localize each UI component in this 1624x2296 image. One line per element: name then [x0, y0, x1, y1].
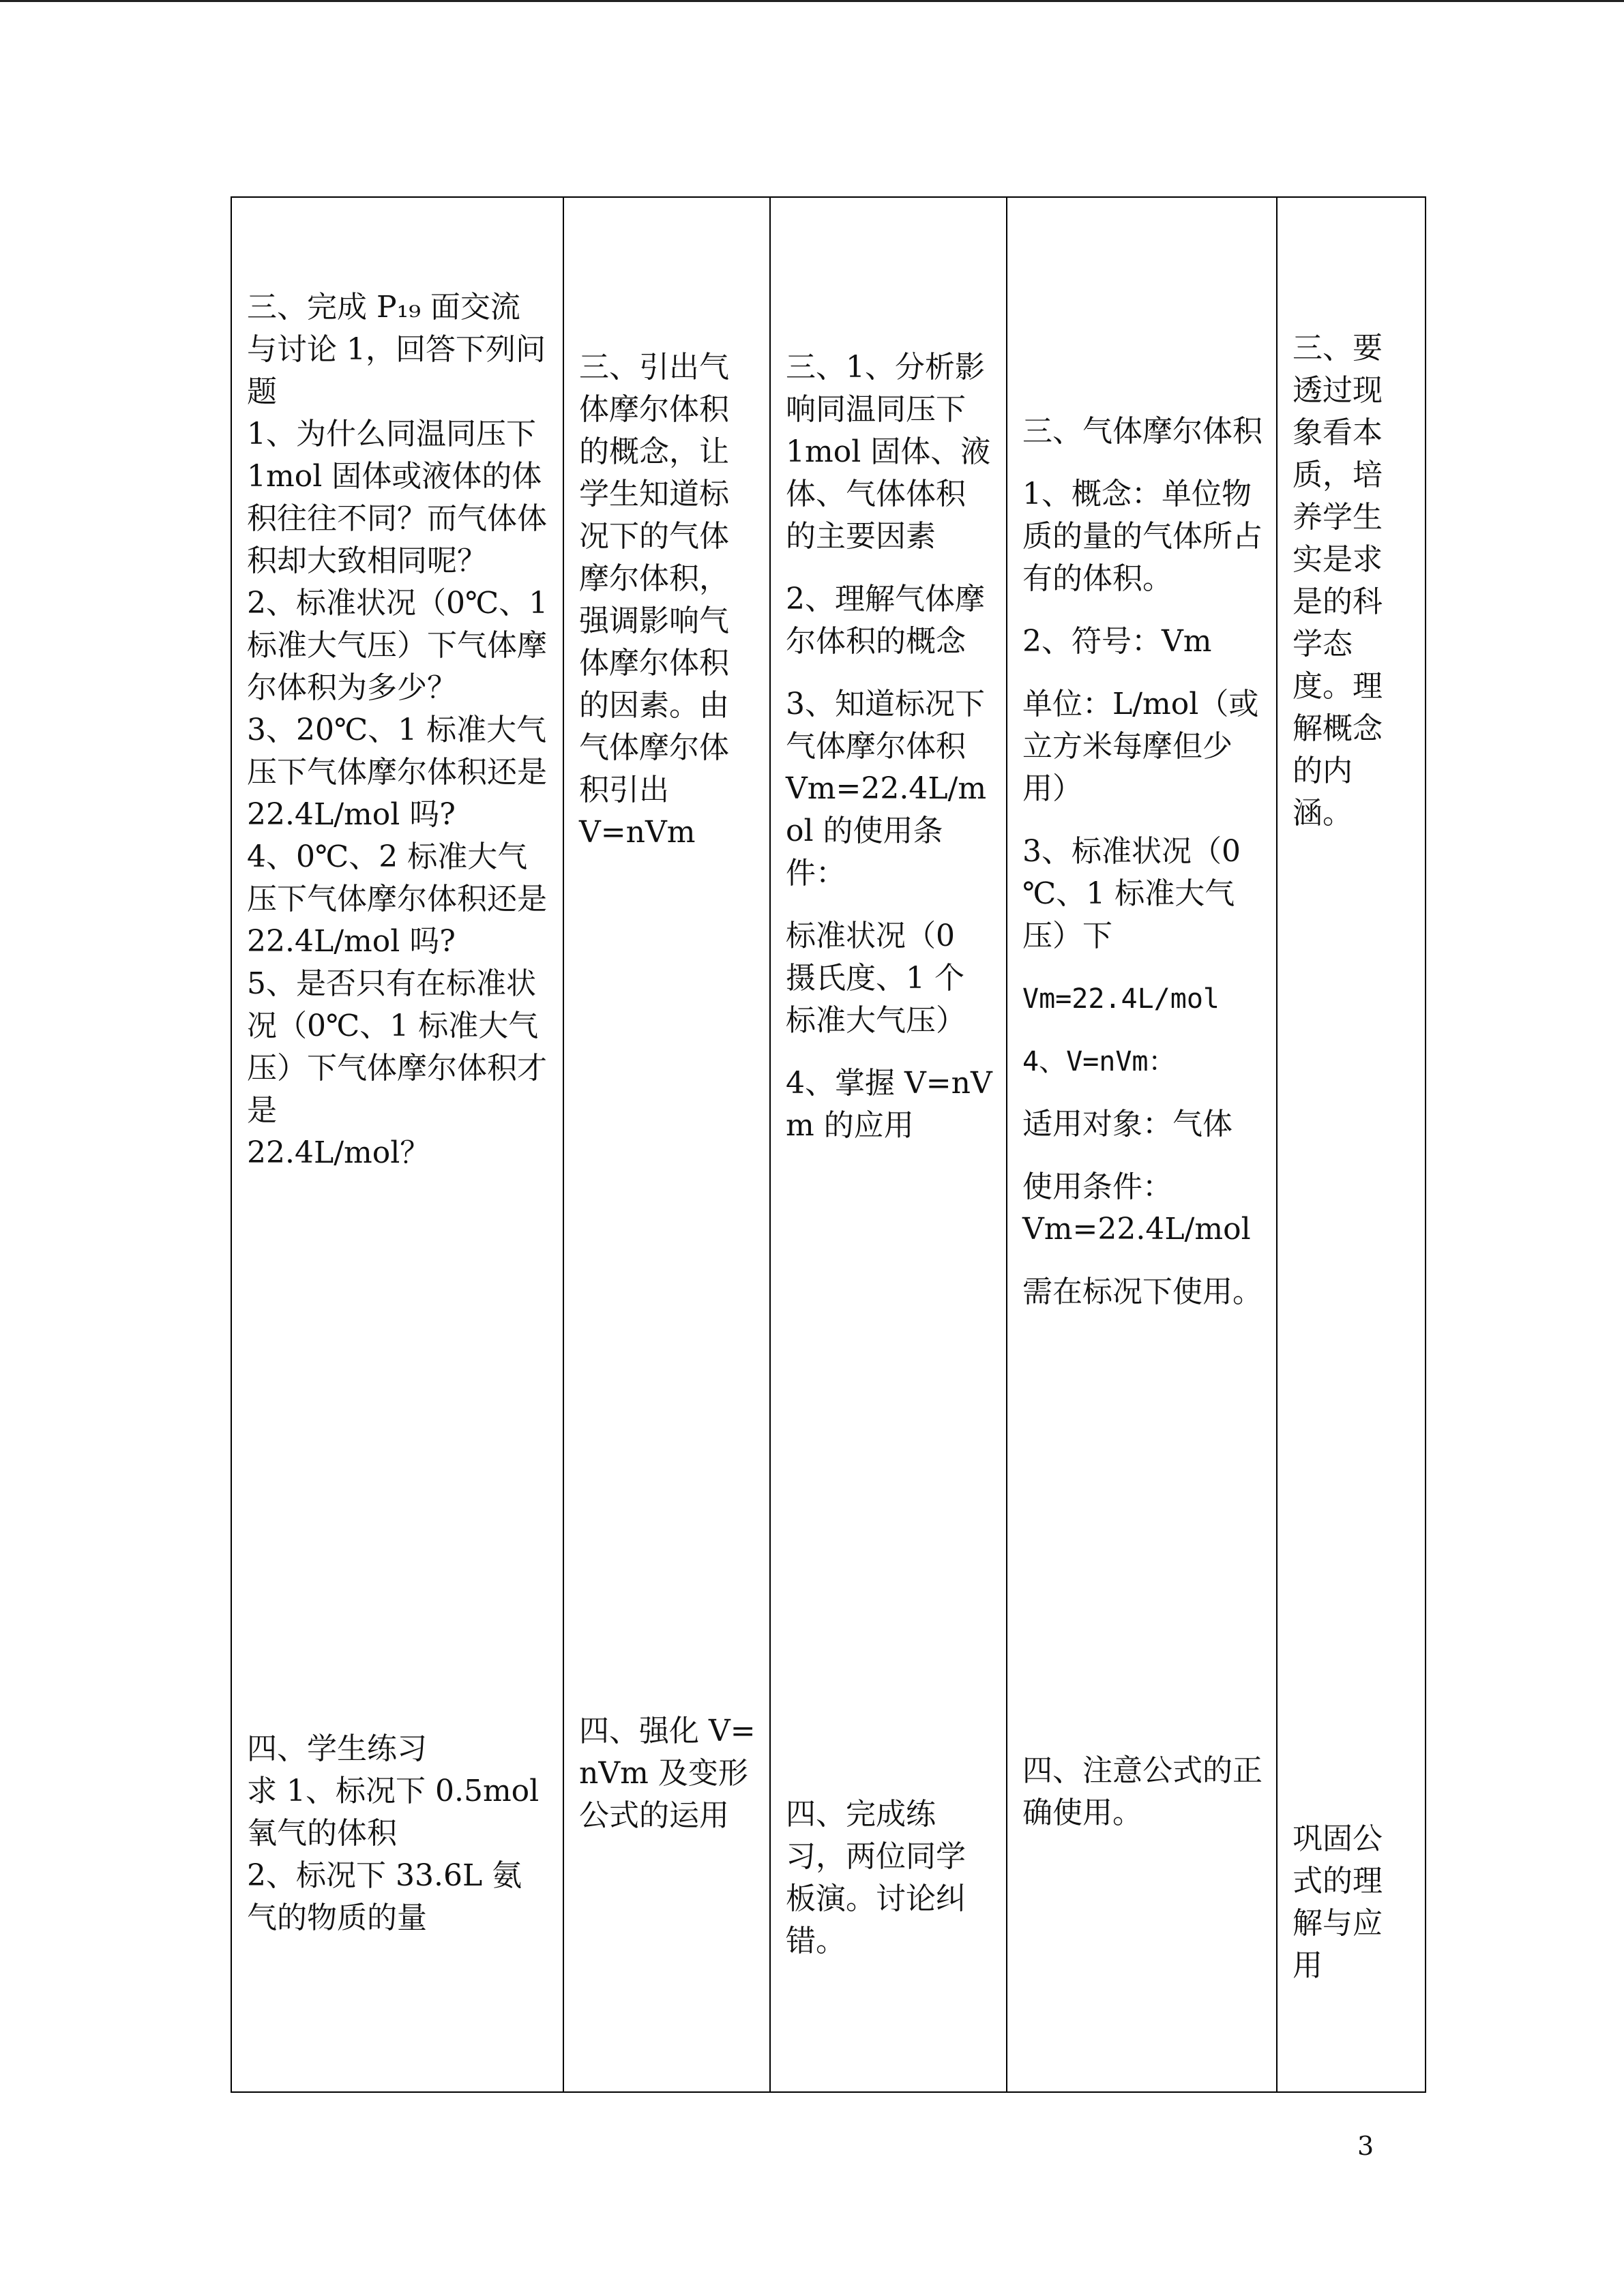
lesson-plan-table — [231, 196, 1426, 2093]
notes-text: 使用条件： Vm=22.4L/mol — [1022, 1169, 1251, 1247]
page-number: 3 — [1357, 2131, 1374, 2161]
content-line: 5、是否只有在标准状况（0℃、1 标准大气压）下气体摩尔体积才是 22.4L/mol？ — [247, 966, 547, 1170]
notes-text: 1、概念：单位物质的量的气体所占有的体积。 — [1022, 477, 1263, 596]
teacher-text: 三、引出气体摩尔体积的概念，让学生知道标况下的气体摩尔体积，强调影响气体摩尔体积的因素。由气体摩尔体积引出 V=nVm — [579, 350, 729, 850]
section3-teacher — [579, 346, 756, 854]
content-line: 三、完成 P₁₉ 面交流与讨论 1，回答下列问题 — [247, 290, 546, 409]
notes-text: 适用对象：气体 — [1022, 1107, 1232, 1142]
content-line: 1、为什么同温同压下 1mol 固体或液体的体积往往不同？而气体体积却大致相同呢？ — [247, 417, 547, 578]
student-text: 标准状况（0 摄氏度、1 个标准大气压） — [786, 919, 966, 1038]
notes-text: 单位：L/mol（或立方米每摩但少用） — [1022, 687, 1259, 806]
content-line: 求 1、标况下 0.5mol 氧气的体积 — [247, 1774, 540, 1851]
content-line: 2、标准状况（0℃、1 标准大气压）下气体摩尔体积为多少？ — [247, 586, 548, 705]
section3-student — [786, 346, 992, 1167]
top-border-line — [0, 0, 1624, 2]
notes-text: 3、标准状况（0 ℃、1 标准大气压）下 — [1022, 834, 1241, 953]
section3-purpose — [1293, 327, 1411, 835]
content-line: 2、标况下 33.6L 氨气的物质的量 — [247, 1858, 522, 1935]
content-line: 4、0℃、2 标准大气压下气体摩尔体积还是 22.4L/mol 吗? — [247, 839, 547, 959]
section4-content — [247, 1728, 549, 1939]
section4-teacher — [579, 1710, 756, 1837]
section4-student — [786, 1793, 992, 1963]
purpose-text: 巩固公式的理解与应用 — [1293, 1821, 1383, 1983]
student-text: 2、理解气体摩尔体积的概念 — [786, 582, 985, 659]
student-text: Vm=22.4L/mol 的使用条件： — [786, 771, 987, 891]
notes-text: 需在标况下使用。 — [1022, 1274, 1263, 1309]
content-line: 四、学生练习 — [247, 1731, 427, 1766]
content-cell — [231, 197, 563, 2092]
notes-text: 四、注意公式的正确使用。 — [1022, 1753, 1263, 1830]
notes-text: 三、气体摩尔体积 — [1022, 414, 1263, 449]
student-text: 4、掌握 V=nVm 的应用 — [786, 1066, 992, 1143]
section4-purpose — [1293, 1818, 1411, 1987]
section3-notes — [1022, 411, 1263, 1334]
purpose-text: 三、要透过现象看本质，培养学生实是求是的科学态度。理解概念的内涵。 — [1293, 331, 1383, 831]
notes-formula: Vm=22.4L/mol — [1022, 983, 1220, 1015]
student-text: 四、完成练习，两位同学板演。讨论纠错。 — [786, 1797, 966, 1958]
teacher-cell — [563, 197, 770, 2092]
section3-content — [247, 286, 549, 1174]
notes-text: 2、符号：Vm — [1022, 624, 1212, 659]
notes-cell — [1007, 197, 1277, 2092]
content-line: 3、20℃、1 标准大气压下气体摩尔体积还是 22.4L/mol 吗? — [247, 713, 547, 832]
notes-formula: 4、V=nVm： — [1022, 1046, 1176, 1077]
teacher-text: 四、强化 V=nVm 及变形公式的运用 — [579, 1714, 756, 1833]
section4-notes — [1022, 1750, 1263, 1834]
student-text: 三、1、分析影响同温同压下 1mol 固体、液体、气体体积的主要因素 — [786, 350, 991, 554]
student-text: 3、知道标况下气体摩尔体积 — [786, 687, 985, 764]
table-row — [231, 197, 1426, 2092]
purpose-cell — [1277, 197, 1426, 2092]
student-cell — [770, 197, 1007, 2092]
